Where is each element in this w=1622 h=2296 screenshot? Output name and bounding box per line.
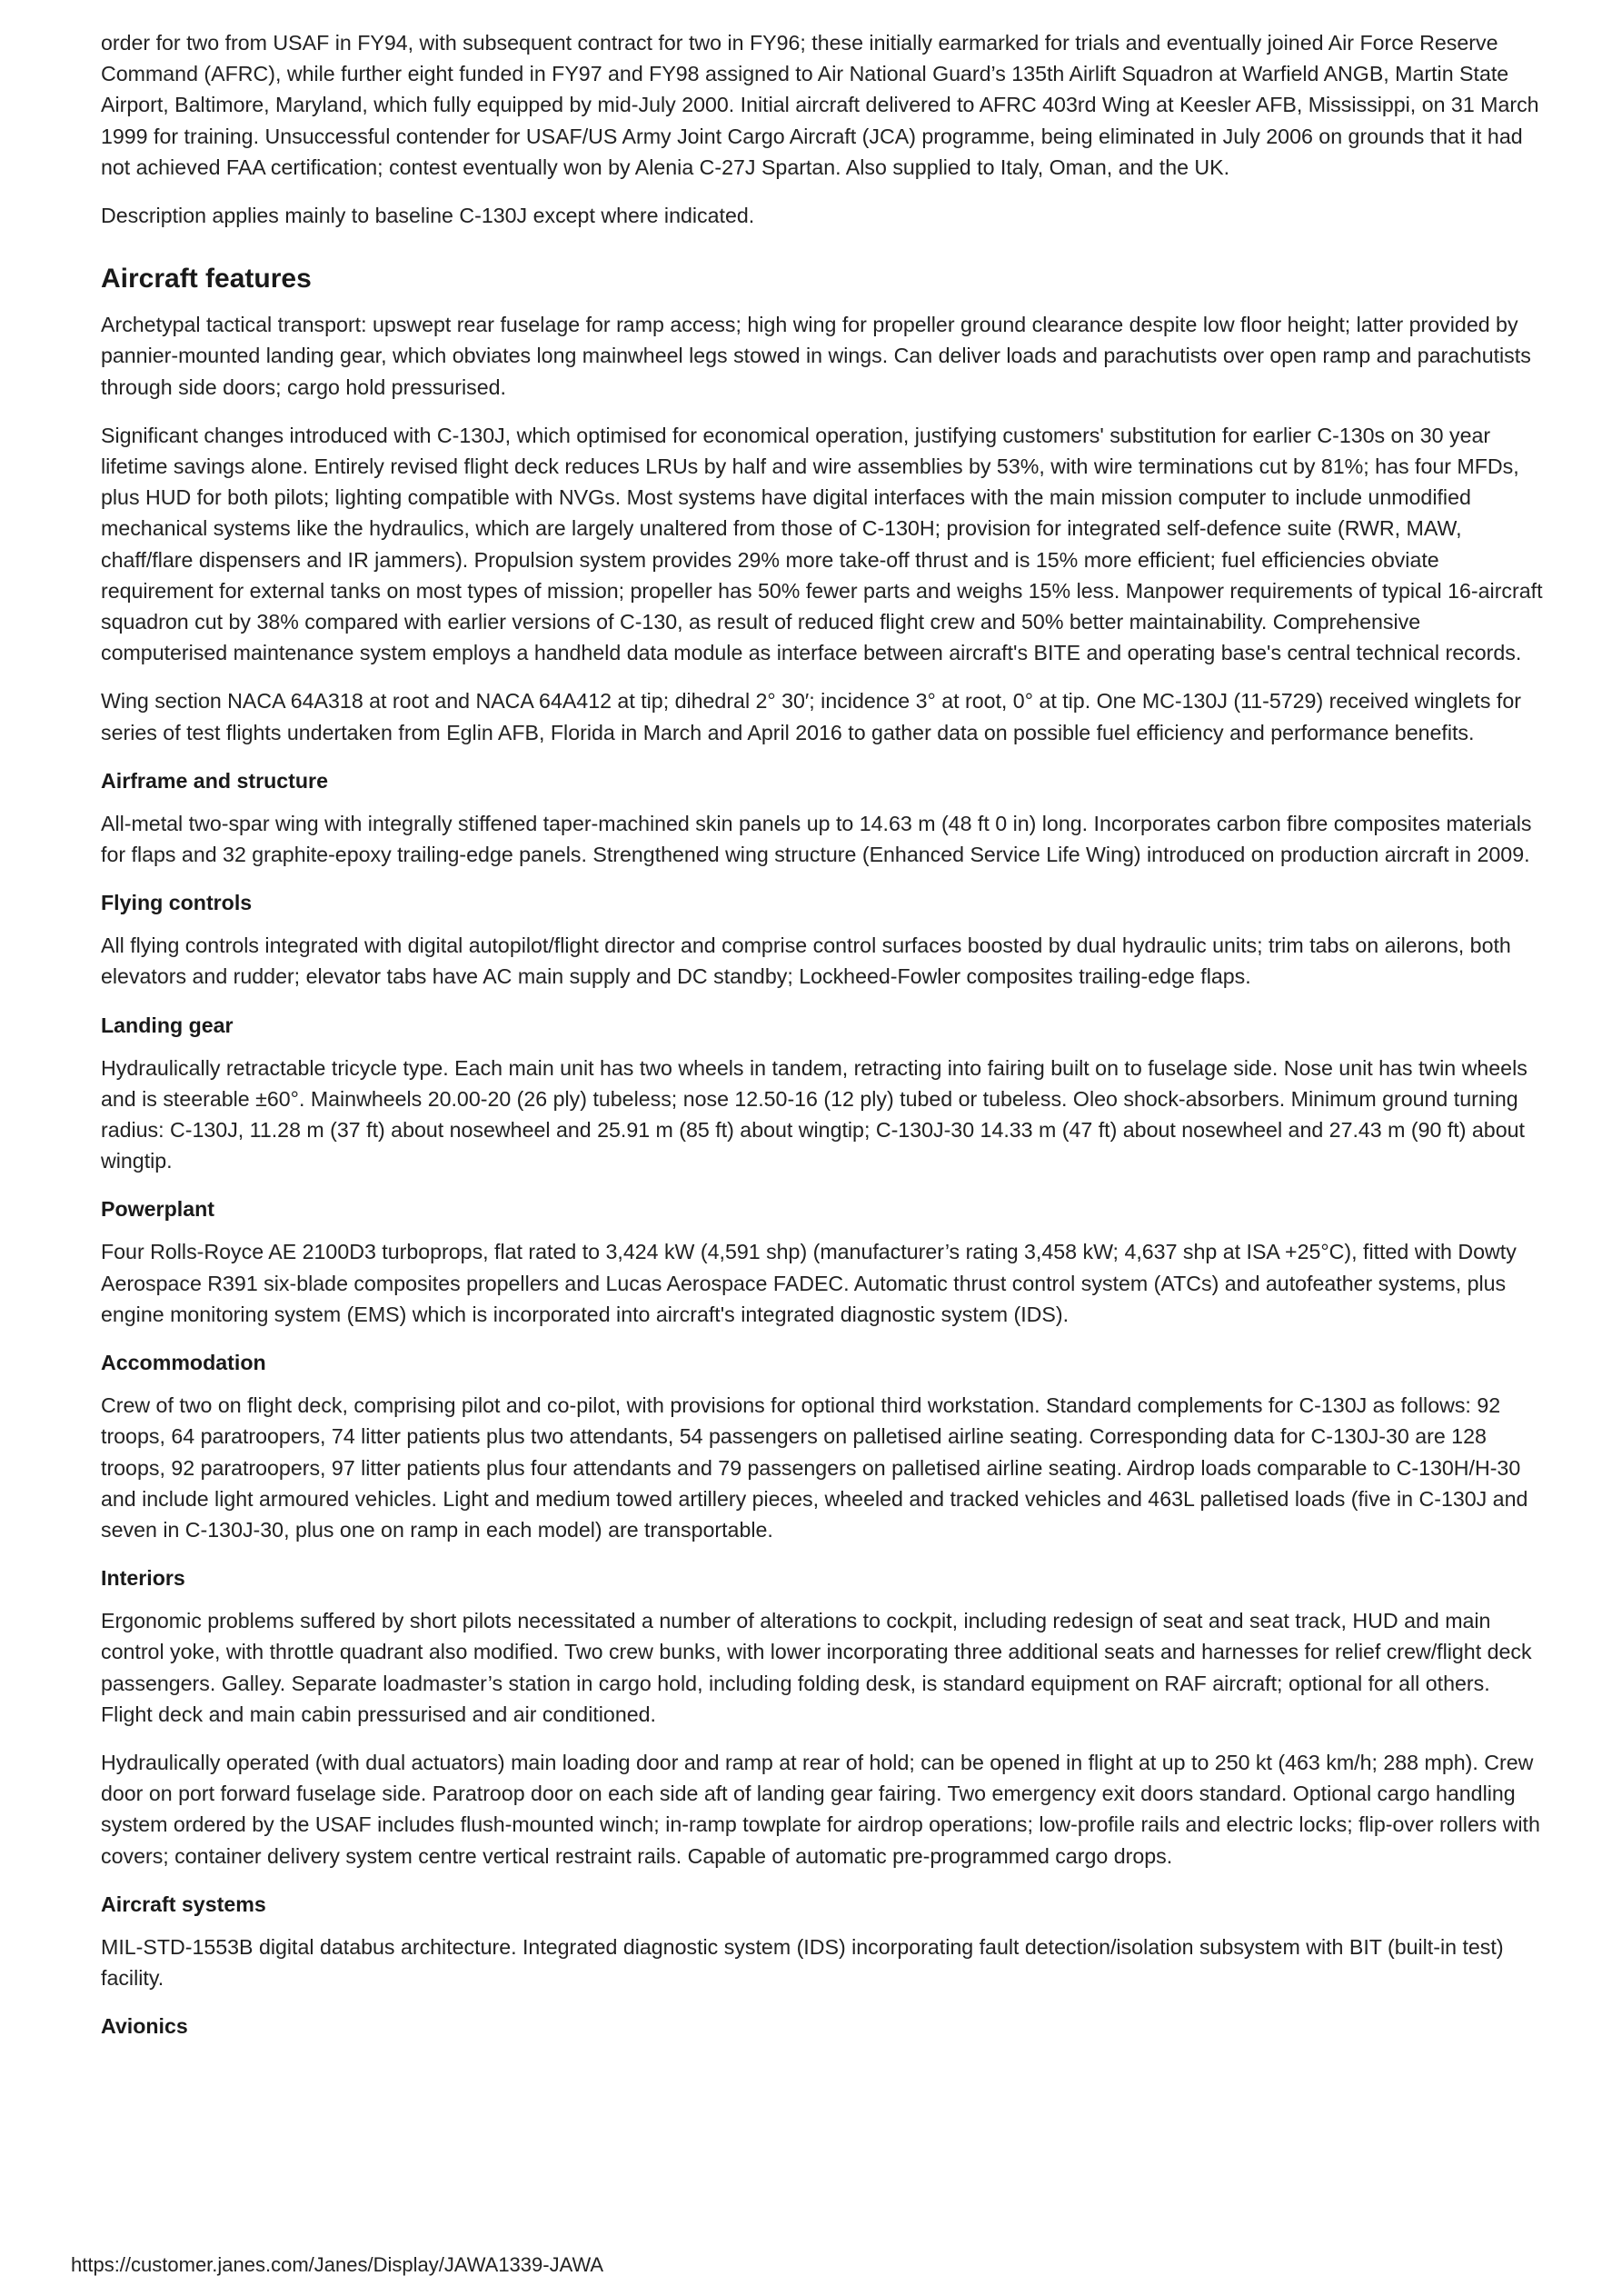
subheading-interiors: Interiors bbox=[101, 1566, 185, 1591]
accommodation-paragraph: Crew of two on flight deck, comprising pilot and co-pilot, with provisions for optional third workstation. Standard complements for C-130J as follows: 92 troops, 64 paratroopers, 74 litter patients plus two attendants, 54 passengers on palletised airline seating. Corresponding data for C-130J-30 are 128 troops, 92 paratroopers, 97 litter patients plus four attendants and 79 passengers on palletised airline seating. Airdrop loads comparable to C-130H/H-30 and include light armoured vehicles. Light and medium towed artillery pieces, wheeled and tracked vehicles and 463L palletised loads (five in C-130J and seven in C-130J-30, plus one on ramp in each model) are transportable. bbox=[101, 1393, 1528, 1542]
subheading-accommodation: Accommodation bbox=[101, 1351, 266, 1375]
flying-controls-paragraph: All flying controls integrated with digital autopilot/flight director and comprise control surfaces boosted by dual hydraulic units; trim tabs on ailerons, both elevators and rudder; elevator tabs have AC main supply and DC standby; Lockheed-Fowler composites trailing-edge flaps. bbox=[101, 933, 1511, 989]
powerplant-paragraph: Four Rolls-Royce AE 2100D3 turboprops, flat rated to 3,424 kW (4,591 shp) (manufacturer’s rating 3,458 kW; 4,637 shp at ISA +25°C), fitted with Dowty Aerospace R391 six-blade composites propellers and Lucas Aerospace FADEC. Automatic thrust control system (ATCs) and autofeather systems, plus engine monitoring system (EMS) which is incorporated into aircraft's integrated diagnostic system (IDS). bbox=[101, 1240, 1517, 1326]
interiors-paragraph-2: Hydraulically operated (with dual actuators) main loading door and ramp at rear of hold; can be opened in flight at up to 250 kt (463 km/h; 288 mph). Crew door on port forward fuselage side. Paratroop door on each side aft of landing gear fairing. Two emergency exit doors standard. Optional cargo handling system ordered by the USAF includes flush-mounted winch; in-ramp towplate for airdrop operations; low-profile rails and electric locks; flip-over rollers with covers; container delivery system centre vertical restraint rails. Capable of automatic pre-programmed cargo drops. bbox=[101, 1750, 1540, 1868]
subheading-airframe-structure: Airframe and structure bbox=[101, 768, 328, 793]
features-paragraph-1: Archetypal tactical transport: upswept rear fuselage for ramp access; high wing for propeller ground clearance despite low floor height; latter provided by pannier-mounted landing gear, which obviates long mainwheel legs stowed in wings. Can deliver loads and parachutists over open ramp and parachutists through side doors; cargo hold pressurised. bbox=[101, 313, 1531, 399]
interiors-paragraph-1: Ergonomic problems suffered by short pilots necessitated a number of alterations to cockpit, including redesign of seat and seat track, HUD and main control yoke, with throttle quadrant also modified. Two crew bunks, with lower incorporating three additional seats and harnesses for relief crew/flight deck passengers. Galley. Separate loadmaster’s station in cargo hold, including folding desk, is standard equipment on RAF aircraft; optional for all others. Flight deck and main cabin pressurised and air conditioned. bbox=[101, 1609, 1532, 1726]
section-heading-aircraft-features: Aircraft features bbox=[101, 264, 312, 294]
features-paragraph-2: Significant changes introduced with C-130J, which optimised for economical operation, justifying customers' substitution for earlier C-130s on 30 year lifetime savings alone. Entirely revised flight deck reduces LRUs by half and wire assemblies by 53%, with wire terminations cut by 81%; has four MFDs, plus HUD for both pilots; lighting compatible with NVGs. Most systems have digital interfaces with the main mission computer to include unmodified mechanical systems like the hydraulics, which are largely unaltered from those of C-130H; provision for integrated self-defence suite (RWR, MAW, chaff/flare dispensers and IR jammers). Propulsion system provides 29% more take-off thrust and is 15% more efficient; fuel efficiencies obviate requirement for external tanks on most types of mission; propeller has 50% fewer parts and weighs 15% less. Manpower requirements of typical 16-aircraft squadron cut by 38% compared with earlier versions of C-130, as result of reduced flight crew and 50% better maintainability. Comprehensive computerised maintenance system employs a handheld data module as interface between aircraft's BITE and operating base's central technical records. bbox=[101, 423, 1543, 665]
intro-paragraph-1: order for two from USAF in FY94, with subsequent contract for two in FY96; these initially earmarked for trials and eventually joined Air Force Reserve Command (AFRC), while further eight funded in FY97 and FY98 assigned to Air National Guard’s 135th Airlift Squadron at Warfield ANGB, Martin State Airport, Baltimore, Maryland, which fully equipped by mid-July 2000. Initial aircraft delivered to AFRC 403rd Wing at Keesler AFB, Mississippi, on 31 March 1999 for training. Unsuccessful contender for USAF/US Army Joint Cargo Aircraft (JCA) programme, being eliminated in July 2006 on grounds that it had not achieved FAA certification; contest eventually won by Alenia C-27J Spartan. Also supplied to Italy, Oman, and the UK. bbox=[101, 31, 1539, 179]
features-paragraph-3: Wing section NACA 64A318 at root and NACA 64A412 at tip; dihedral 2° 30′; incidence 3° at root, 0° at tip. One MC-130J (11-5729) received winglets for series of test flights undertaken from Eglin AFB, Florida in March and April 2016 to gather data on possible fuel efficiency and performance benefits. bbox=[101, 689, 1521, 744]
subheading-powerplant: Powerplant bbox=[101, 1197, 214, 1222]
footer-url: https://customer.janes.com/Janes/Display/JAWA1339-JAWA bbox=[71, 2253, 604, 2276]
subheading-avionics: Avionics bbox=[101, 2014, 188, 2039]
subheading-aircraft-systems: Aircraft systems bbox=[101, 1892, 266, 1916]
aircraft-systems-paragraph: MIL-STD-1553B digital databus architecture. Integrated diagnostic system (IDS) incorporating fault detection/isolation subsystem with BIT (built-in test) facility. bbox=[101, 1934, 1504, 1990]
document-body bbox=[101, 27, 1546, 2053]
subheading-landing-gear: Landing gear bbox=[101, 1013, 234, 1037]
landing-gear-paragraph: Hydraulically retractable tricycle type. Each main unit has two wheels in tandem, retracting into fairing built on to fuselage side. Nose unit has twin wheels and is steerable ±60°. Mainwheels 20.00-20 (26 ply) tubeless; nose 12.50-16 (12 ply) tubed or tubeless. Oleo shock-absorbers. Minimum ground turning radius: C-130J, 11.28 m (37 ft) about nosewheel and 25.91 m (85 ft) about wingtip; C-130J-30 14.33 m (47 ft) about nosewheel and 27.43 m (90 ft) about wingtip. bbox=[101, 1055, 1527, 1173]
subheading-flying-controls: Flying controls bbox=[101, 891, 253, 915]
intro-paragraph-2: Description applies mainly to baseline C-130J except where indicated. bbox=[101, 204, 755, 228]
airframe-paragraph: All-metal two-spar wing with integrally stiffened taper-machined skin panels up to 14.63 m (48 ft 0 in) long. Incorporates carbon fibre composites materials for flaps and 32 graphite-epoxy trailing-edge panels. Strengthened wing structure (Enhanced Service Life Wing) introduced on production aircraft in 2009. bbox=[101, 811, 1532, 867]
